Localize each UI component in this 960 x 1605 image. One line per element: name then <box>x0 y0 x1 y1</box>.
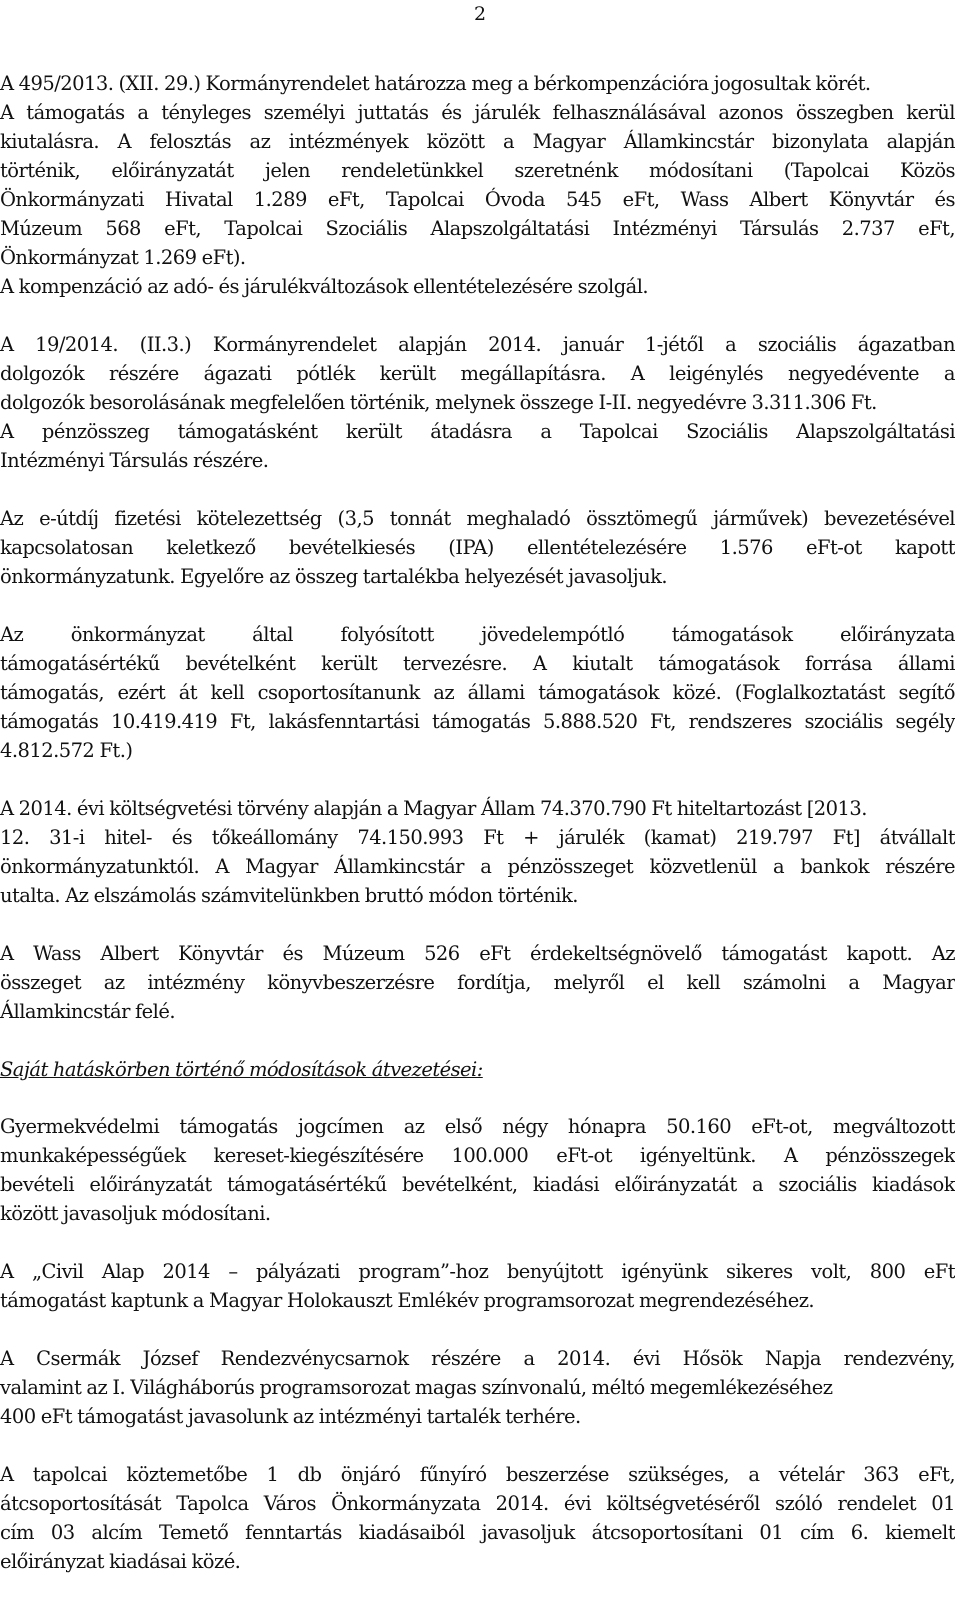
text-line: kapcsolatosan keletkező bevételkiesés (IPA) ellentételezésére 1.576 eFt-ot kapott <box>0 536 955 559</box>
text-line: támogatás, ezért át kell csoportosítanunk az állami támogatások közé. (Foglalkoztatást segítő <box>0 681 955 704</box>
text-line: Gyermekvédelmi támogatás jogcímen az első négy hónapra 50.160 eFt-ot, megváltozott <box>0 1115 955 1138</box>
text-line: A pénzösszeg támogatásként került átadásra a Tapolcai Szociális Alapszolgáltatási <box>0 420 955 443</box>
text-line: A támogatás a tényleges személyi juttatás és járulék felhasználásával azonos összegben kerül <box>0 101 955 124</box>
text-line: támogatás 10.419.419 Ft, lakásfenntartási támogatás 5.888.520 Ft, rendszeres szociális segély <box>0 710 955 733</box>
text-line: önkormányzatunktól. A Magyar Államkincstár a pénzösszeget közvetlenül a bankok részére <box>0 855 955 878</box>
text-line: támogatásértékű bevételként került tervezésre. A kiutalt támogatások forrása állami <box>0 652 955 675</box>
text-line: A tapolcai köztemetőbe 1 db önjáró fűnyíró beszerzése szükséges, a vételár 363 eFt, <box>0 1463 955 1486</box>
body-paragraph <box>0 794 955 910</box>
text-line: összeget az intézmény könyvbeszerzésre fordítja, melyről el kell számolni a Magyar <box>0 971 955 994</box>
text-line: Államkincstár felé. <box>0 1000 175 1023</box>
text-line: cím 03 alcím Temető fenntartás kiadásaiból javasoljuk átcsoportosítani 01 cím 6. kiemelt <box>0 1521 955 1544</box>
text-line: átcsoportosítását Tapolca Város Önkormányzata 2014. évi költségvetéséről szóló rendelet 01 <box>0 1492 955 1515</box>
text-line: utalta. Az elszámolás számvitelünkben bruttó módon történik. <box>0 884 578 907</box>
section-paragraph <box>0 1257 955 1315</box>
text-line: A „Civil Alap 2014 – pályázati program”-hoz benyújtott igényünk sikeres volt, 800 eFt <box>0 1260 955 1283</box>
text-line: valamint az I. Világháborús programsorozat magas színvonalú, méltó megemlékezéséhez <box>0 1376 833 1399</box>
text-line: dolgozók részére ágazati pótlék került megállapításra. A leigénylés negyedévente a <box>0 362 955 385</box>
text-line: munkaképességűek kereset-kiegészítésére 100.000 eFt-ot igényeltünk. A pénzösszegek <box>0 1144 955 1167</box>
text-line: kiutalásra. A felosztás az intézmények között a Magyar Államkincstár bizonylata alapján <box>0 130 955 153</box>
main-paragraphs <box>0 69 955 1026</box>
body-paragraph <box>0 939 955 1026</box>
text-line: támogatást kaptunk a Magyar Holokauszt Emlékév programsorozat megrendezéséhez. <box>0 1289 815 1312</box>
document-body <box>0 69 955 1605</box>
page-number: 2 <box>474 3 487 25</box>
text-line: Az e-útdíj fizetési kötelezettség (3,5 tonnát meghaladó össztömegű járművek) bevezetésével <box>0 507 955 530</box>
text-line: dolgozók besorolásának megfelelően történik, melynek összege I-II. negyedévre 3.311.306 Ft. <box>0 391 877 414</box>
body-paragraph <box>0 504 955 591</box>
section-title: Saját hatáskörben történő módosítások átvezetései: <box>0 1058 483 1081</box>
body-paragraph <box>0 69 955 301</box>
section-paragraphs <box>0 1112 955 1576</box>
text-line: Önkormányzati Hivatal 1.289 eFt, Tapolcai Óvoda 545 eFt, Wass Albert Könyvtár és <box>0 188 955 211</box>
text-line: történik, előirányzatát jelen rendeletünkkel szeretnénk módosítani (Tapolcai Közös <box>0 159 955 182</box>
text-line: A 19/2014. (II.3.) Kormányrendelet alapján 2014. január 1-jétől a szociális ágazatban <box>0 333 955 356</box>
text-line: A Csermák József Rendezvénycsarnok részére a 2014. évi Hősök Napja rendezvény, <box>0 1347 955 1370</box>
section-paragraph <box>0 1112 955 1228</box>
body-paragraph <box>0 620 955 765</box>
text-line: Múzeum 568 eFt, Tapolcai Szociális Alapszolgáltatási Intézményi Társulás 2.737 eFt, <box>0 217 955 240</box>
text-line: Az önkormányzat által folyósított jövedelempótló támogatások előirányzata <box>0 623 955 646</box>
text-line: A kompenzáció az adó- és járulékváltozások ellentételezésére szolgál. <box>0 275 649 298</box>
body-paragraph <box>0 330 955 475</box>
text-line: A Wass Albert Könyvtár és Múzeum 526 eFt érdekeltségnövelő támogatást kapott. Az <box>0 942 955 965</box>
section-paragraph <box>0 1344 955 1431</box>
text-line: Önkormányzat 1.269 eFt). <box>0 246 246 269</box>
text-line: Intézményi Társulás részére. <box>0 449 269 472</box>
text-line: önkormányzatunk. Egyelőre az összeg tartalékba helyezését javasoljuk. <box>0 565 667 588</box>
section-paragraph <box>0 1460 955 1576</box>
text-line: 400 eFt támogatást javasolunk az intézményi tartalék terhére. <box>0 1405 581 1428</box>
text-line: előirányzat kiadásai közé. <box>0 1550 241 1573</box>
text-line: 4.812.572 Ft.) <box>0 739 133 762</box>
text-line: 12. 31-i hitel- és tőkeállomány 74.150.993 Ft + járulék (kamat) 219.797 Ft] átvállalt <box>0 826 955 849</box>
text-line: A 2014. évi költségvetési törvény alapján a Magyar Állam 74.370.790 Ft hiteltartozást [2013. <box>0 797 867 820</box>
text-line: A 495/2013. (XII. 29.) Kormányrendelet határozza meg a bérkompenzációra jogosultak körét. <box>0 72 871 95</box>
text-line: között javasoljuk módosítani. <box>0 1202 271 1225</box>
text-line: bevételi előirányzatát támogatásértékű bevételként, kiadási előirányzatát a szociális kiadások <box>0 1173 955 1196</box>
